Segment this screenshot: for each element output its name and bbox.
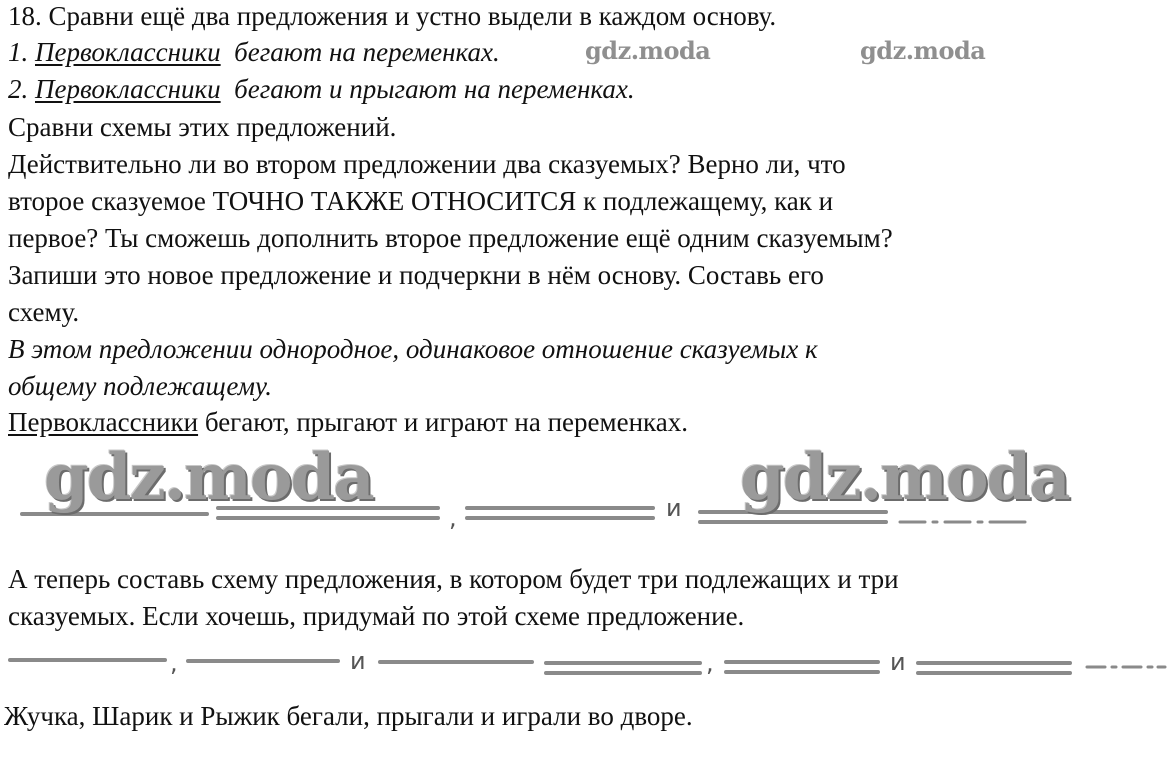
question-line-3: первое? Ты сможешь дополнить второе предложение ещё одним сказуемым? — [8, 223, 893, 253]
sentence-2-number: 2. — [8, 74, 29, 104]
watermark-big-1: gdz.moda — [44, 440, 373, 515]
question-line-1: Действительно ли во втором предложении два сказуемых? Верно ли, что — [8, 149, 846, 179]
answer-line-2: общему подлежащему. — [8, 371, 273, 401]
scheme-2-comma-2: , — [706, 649, 714, 677]
scheme-2-conjunction-2: и — [890, 648, 906, 676]
scheme-1-conjunction: и — [666, 494, 682, 522]
example-1-subject: Первоклассники — [8, 407, 199, 437]
question-line-4: Запиши это новое предложение и подчеркни в нём основу. Составь его — [8, 260, 824, 290]
watermark-small-1: gdz.moda — [585, 36, 711, 65]
watermark-big-2: gdz.moda — [740, 440, 1069, 515]
question-line-5: схему. — [8, 297, 80, 327]
sentence-2-subject: Первоклассники — [35, 74, 221, 104]
question-compare: Сравни схемы этих предложений. — [8, 112, 397, 142]
question-line-2: второе сказуемое ТОЧНО ТАКЖЕ ОТНОСИТСЯ к подлежащему, как и — [8, 186, 834, 216]
example-sentence-2: Жучка, Шарик и Рыжик бегали, прыгали и играли во дворе. — [4, 701, 693, 731]
example-sentence-1 — [8, 406, 688, 438]
sentence-2-predicate-part: бегают и прыгают на переменках. — [234, 74, 635, 104]
answer-line-1: В этом предложении однородное, одинаковое отношение сказуемых к — [8, 334, 818, 364]
question-3-line-1: А теперь составь схему предложения, в котором будет три подлежащих и три — [8, 564, 899, 594]
sentence-2 — [8, 73, 635, 105]
scheme-2 — [0, 645, 1170, 685]
question-3-line-2: сказуемых. Если хочешь, придумай по этой схеме предложение. — [8, 601, 745, 631]
example-1-rest: бегают, прыгают и играют на переменках. — [198, 407, 688, 437]
scheme-2-comma-1: , — [170, 649, 178, 677]
sentence-1-predicate-part: бегают на переменках. — [234, 37, 500, 67]
scheme-2-conjunction-1: и — [350, 647, 366, 675]
sentence-1 — [8, 36, 500, 68]
task-title: 18. Сравни ещё два предложения и устно выдели в каждом основу. — [8, 1, 777, 31]
sentence-1-subject: Первоклассники — [35, 37, 221, 67]
sentence-1-number: 1. — [8, 37, 29, 67]
scheme-1-comma: , — [449, 504, 457, 532]
watermark-small-2: gdz.moda — [860, 36, 986, 65]
